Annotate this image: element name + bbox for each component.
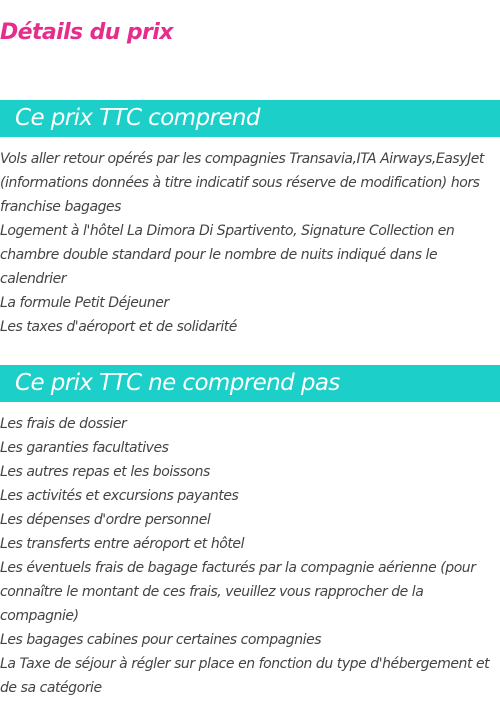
page-title: Détails du prix [0, 20, 173, 45]
excluded-item-cabin-baggage: Les bagages cabines pour certaines compagnies [0, 632, 322, 648]
excluded-items-list [0, 412, 500, 700]
excluded-item-transfers: Les transferts entre aéroport et hôtel [0, 536, 245, 552]
included-item-hotel: Logement à l'hôtel La Dimora Di Spartivento, Signature Collection en chambre double standard pour le nombre de nuits indiqué dans le calendrier [0, 223, 455, 287]
excluded-item-meals: Les autres repas et les boissons [0, 464, 210, 480]
excluded-item-insurance: Les garanties facultatives [0, 440, 169, 456]
included-item-taxes: Les taxes d'aéroport et de solidarité [0, 319, 237, 335]
excluded-section-heading: Ce prix TTC ne comprend pas [0, 365, 500, 402]
excluded-item-personal-expenses: Les dépenses d'ordre personnel [0, 512, 211, 528]
excluded-item-activities: Les activités et excursions payantes [0, 488, 239, 504]
excluded-item-baggage-fees: Les éventuels frais de bagage facturés par la compagnie aérienne (pour connaître le montant de ces frais, veuillez vous rapprocher de la compagnie) [0, 560, 476, 624]
excluded-item-file-fees: Les frais de dossier [0, 416, 127, 432]
included-section-heading: Ce prix TTC comprend [0, 100, 500, 137]
included-item-breakfast: La formule Petit Déjeuner [0, 295, 169, 311]
excluded-item-tourist-tax: La Taxe de séjour à régler sur place en fonction du type d'hébergement et de sa catégorie [0, 656, 490, 696]
included-items-list [0, 147, 500, 339]
included-item-flights: Vols aller retour opérés par les compagnies Transavia,ITA Airways,EasyJet (informations données à titre indicatif sous réserve de modification) hors franchise bagages [0, 151, 484, 215]
